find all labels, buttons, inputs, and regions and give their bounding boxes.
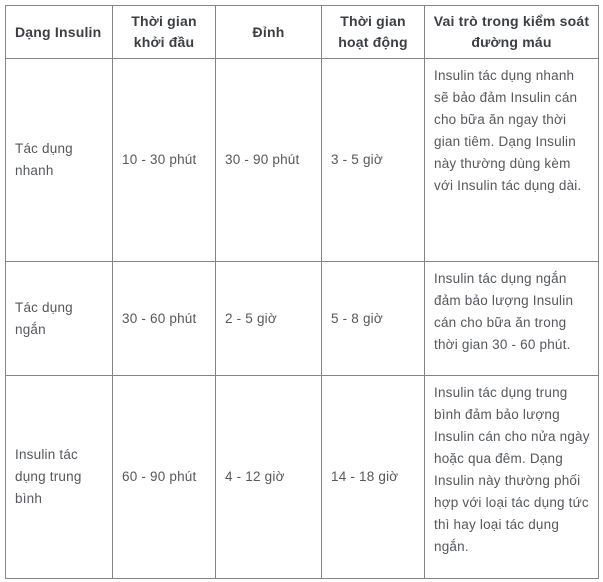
header-cell-onset-time: Thời gian khởi đầu [113,6,216,59]
cell-peak: 4 - 12 giờ [216,376,322,579]
cell-role: Insulin tác dụng nhanh sẽ bảo đảm Insulin cán cho bữa ăn ngay thời gian tiêm. Dạng Insulin này thường dùng kèm với Insulin tác dụng dài. [425,59,599,262]
cell-role: Insulin tác dụng ngắn đảm bảo lượng Insulin cán cho bữa ăn trong thời gian 30 - 60 phút. [425,262,599,376]
insulin-types-table [5,5,599,579]
cell-active-duration: 3 - 5 giờ [322,59,425,262]
cell-onset-time: 60 - 90 phút [113,376,216,579]
table-row [6,59,599,262]
cell-peak: 30 - 90 phút [216,59,322,262]
table-row [6,262,599,376]
cell-insulin-type: Tác dụng nhanh [6,59,113,262]
cell-onset-time: 30 - 60 phút [113,262,216,376]
cell-insulin-type: Insulin tác dụng trung bình [6,376,113,579]
cell-peak: 2 - 5 giờ [216,262,322,376]
header-cell-peak: Đỉnh [216,6,322,59]
header-cell-active-duration: Thời gian hoạt động [322,6,425,59]
header-cell-insulin-type: Dạng Insulin [6,6,113,59]
cell-insulin-type: Tác dụng ngắn [6,262,113,376]
table-header-row [6,6,599,59]
cell-active-duration: 5 - 8 giờ [322,262,425,376]
cell-onset-time: 10 - 30 phút [113,59,216,262]
cell-active-duration: 14 - 18 giờ [322,376,425,579]
cell-role: Insulin tác dụng trung bình đảm bảo lượng Insulin cán cho nửa ngày hoặc qua đêm. Dạng Insulin này thường phối hợp với loại tác dụng tức thì hay loại tác dụng ngắn. [425,376,599,579]
header-cell-role: Vai trò trong kiểm soát đường máu [425,6,599,59]
table-row [6,376,599,579]
